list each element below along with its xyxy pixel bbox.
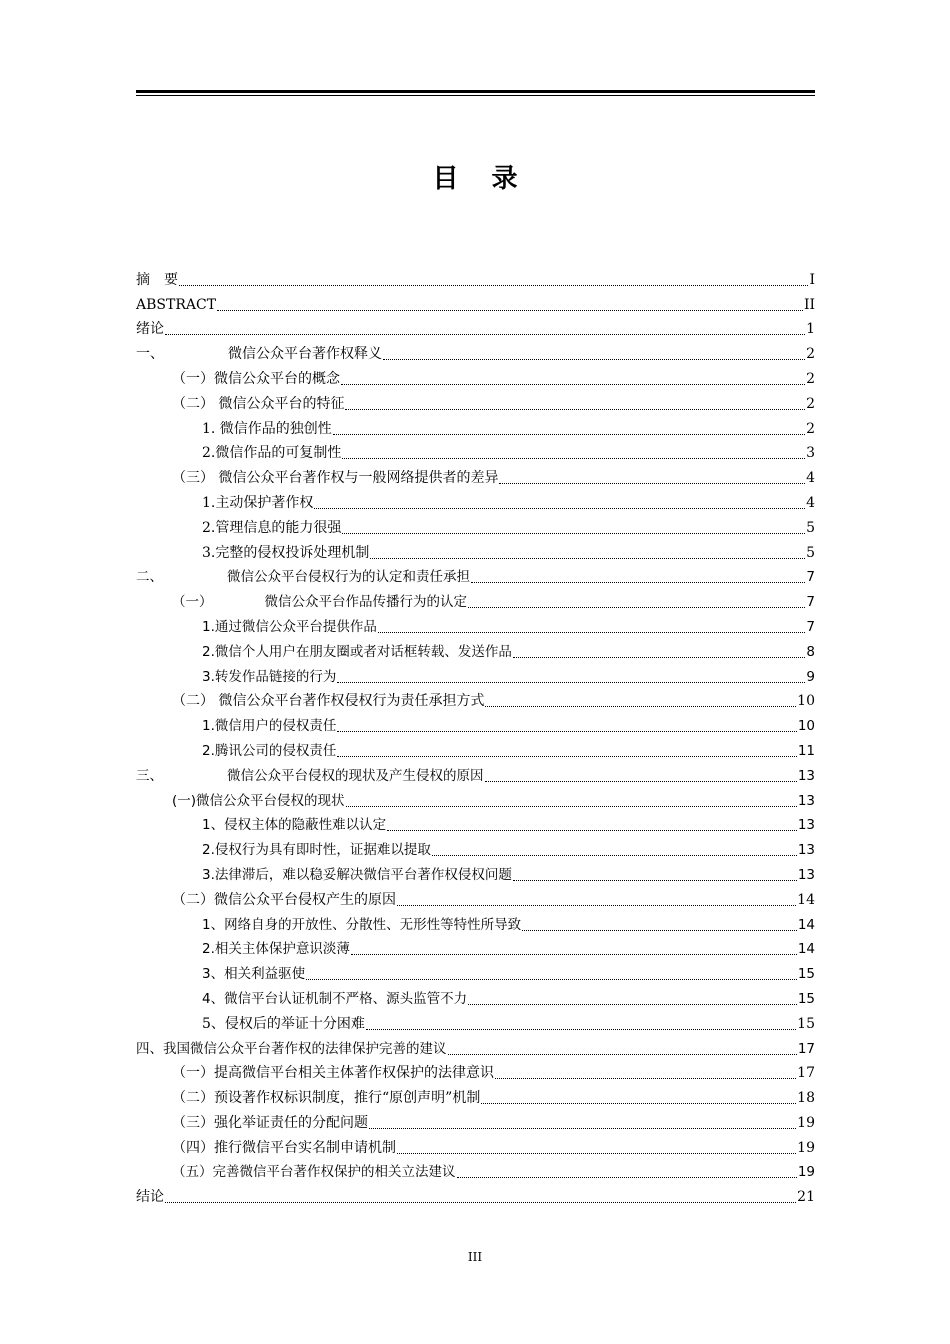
toc-leader-dots	[165, 1201, 796, 1203]
toc-entry-page: 2	[806, 395, 815, 412]
toc-entry[interactable]	[136, 1181, 815, 1206]
toc-entry-number: 3.	[202, 668, 215, 685]
toc-entry-title	[136, 568, 470, 586]
toc-entry-label: 法律滞后，难以稳妥解决微信平台著作权侵权问题	[214, 866, 512, 883]
toc-entry[interactable]	[136, 1107, 815, 1132]
toc-entry[interactable]	[136, 735, 815, 760]
toc-entry[interactable]	[136, 1058, 815, 1083]
toc-entry-number: （二）	[172, 693, 214, 710]
toc-entry-title	[202, 519, 341, 537]
toc-entry-number: （五）	[172, 1164, 213, 1181]
toc-leader-dots	[341, 383, 805, 385]
toc-leader-dots	[397, 904, 796, 906]
toc-leader-dots	[337, 681, 805, 683]
toc-entry-page: 17	[797, 1065, 815, 1082]
toc-leader-dots	[457, 1176, 797, 1178]
toc-entry[interactable]	[136, 363, 815, 388]
toc-leader-dots	[370, 557, 805, 559]
toc-entry-page: I	[809, 271, 815, 288]
toc-entry-number: 1.	[202, 718, 215, 735]
toc-leader-dots	[485, 780, 797, 782]
toc-entry-number: （二）	[172, 1090, 214, 1107]
toc-entry-title	[136, 271, 178, 289]
toc-entry-title	[136, 1040, 447, 1058]
toc-entry-title	[202, 544, 369, 562]
toc-entry-label: 微信平台认证机制不严格、源头监管不力	[224, 990, 468, 1007]
toc-leader-dots	[468, 1003, 797, 1005]
toc-entry-title	[202, 990, 467, 1008]
toc-entry-label: 相关利益驱使	[224, 966, 306, 983]
toc-entry[interactable]	[136, 1008, 815, 1033]
toc-entry-page: 1	[806, 321, 815, 338]
toc-entry[interactable]	[136, 810, 815, 835]
toc-entry-page: 13	[797, 842, 815, 859]
toc-entry-page: 10	[797, 693, 815, 710]
toc-entry[interactable]	[136, 537, 815, 562]
toc-entry-page: 11	[797, 742, 815, 759]
toc-entry-label: 转发作品链接的行为	[214, 668, 337, 685]
toc-entry-title	[172, 1163, 456, 1181]
toc-entry-label: 微信作品的独创性	[215, 420, 332, 437]
toc-entry-number: 2.	[202, 519, 216, 536]
toc-entry-label: 微信公众平台侵权的现状	[196, 792, 345, 809]
toc-entry-title	[172, 1064, 494, 1082]
toc-entry[interactable]	[136, 388, 815, 413]
toc-entry-number: （三）	[172, 1114, 214, 1131]
toc-entry[interactable]	[136, 562, 815, 587]
toc-entry[interactable]	[136, 1132, 815, 1157]
toc-entry-title	[172, 1114, 368, 1132]
toc-entry-label: 预设著作权标识制度，推行“原创声明”机制	[214, 1090, 481, 1107]
toc-entry-page: 13	[797, 817, 815, 834]
toc-entry-title	[202, 1015, 365, 1033]
toc-entry[interactable]	[136, 462, 815, 487]
toc-entry-title	[172, 469, 498, 487]
toc-entry-label: 提高微信平台相关主体著作权保护的法律意识	[214, 1065, 494, 1082]
toc-entry-number: 1.	[202, 420, 216, 437]
toc-entry-page: 13	[797, 866, 815, 883]
toc-entry-label: 微信作品的可复制性	[215, 445, 342, 462]
toc-entry-page: 2	[806, 420, 815, 437]
toc-entry-number: 1、	[202, 817, 225, 834]
toc-entry[interactable]	[136, 512, 815, 537]
toc-leader-dots	[333, 433, 805, 435]
toc-entry[interactable]	[136, 338, 815, 363]
toc-entry-label: 微信用户的侵权责任	[214, 718, 337, 735]
toc-entry-title	[202, 668, 336, 686]
toc-entry-page: 7	[806, 594, 815, 611]
toc-entry[interactable]	[136, 1157, 815, 1182]
toc-entry-number: 2.	[202, 742, 215, 759]
toc-leader-dots	[513, 879, 797, 881]
toc-entry-title	[136, 296, 216, 314]
toc-entry-page: 2	[806, 370, 815, 387]
toc-entry-number: 2.	[202, 643, 215, 660]
toc-entry-number: 二、	[136, 569, 163, 586]
toc-entry-title	[172, 692, 484, 710]
toc-entry[interactable]	[136, 834, 815, 859]
toc-entry-page: 15	[797, 966, 815, 983]
toc-leader-dots	[513, 656, 806, 658]
toc-entry-title	[172, 370, 340, 388]
toc-entry-label: 网络自身的开放性、分散性、无形性等特性所导致	[224, 916, 522, 933]
toc-entry-label: 摘 要	[136, 271, 178, 288]
toc-entry[interactable]	[136, 264, 815, 289]
toc-entry-number: 2.	[202, 941, 215, 958]
toc-entry-page: 14	[797, 941, 815, 958]
toc-leader-dots	[522, 929, 797, 931]
toc-entry-title	[172, 792, 345, 810]
toc-entry-number: （一）	[172, 594, 213, 611]
toc-entry-page: 3	[806, 445, 815, 462]
toc-leader-dots	[314, 507, 805, 509]
toc-entry-page: 7	[806, 569, 815, 586]
toc-entry-title	[136, 767, 484, 785]
toc-entry[interactable]	[136, 487, 815, 512]
toc-entry-number: 一、	[136, 346, 164, 363]
toc-entry-number: (一)	[172, 792, 197, 809]
toc-entry-number: （三）	[172, 470, 214, 487]
toc-leader-dots	[485, 705, 796, 707]
toc-entry-page: II	[803, 296, 815, 313]
table-of-contents	[136, 264, 815, 1206]
toc-leader-dots	[397, 1152, 796, 1154]
toc-entry-number: （一）	[172, 370, 214, 387]
toc-entry-title	[172, 1089, 480, 1107]
toc-entry-page: 19	[797, 1114, 815, 1131]
toc-entry-label: 主动保护著作权	[215, 494, 314, 511]
toc-leader-dots	[378, 631, 806, 633]
toc-entry-page: 2	[806, 346, 815, 363]
toc-entry-label: 相关主体保护意识淡薄	[214, 941, 350, 958]
toc-leader-dots	[345, 408, 805, 410]
toc-leader-dots	[499, 482, 805, 484]
toc-entry-title	[172, 1139, 396, 1157]
toc-entry-number: 1、	[202, 916, 225, 933]
toc-entry-title	[172, 395, 344, 413]
toc-entry-number: 4、	[202, 990, 225, 1007]
toc-entry-page: 13	[797, 767, 815, 784]
toc-entry[interactable]	[136, 859, 815, 884]
toc-leader-dots	[383, 358, 805, 360]
toc-entry-label: 管理信息的能力很强	[215, 519, 342, 536]
toc-leader-dots	[432, 854, 797, 856]
toc-entry-page: 18	[797, 1090, 815, 1107]
toc-entry-page: 19	[797, 1139, 815, 1156]
toc-entry-page: 13	[797, 792, 815, 809]
toc-entry-page: 17	[797, 1040, 815, 1057]
toc-leader-dots	[495, 1077, 796, 1079]
toc-leader-dots	[337, 730, 796, 732]
toc-leader-dots	[342, 457, 805, 459]
toc-entry-label: 微信公众平台著作权与一般网络提供者的差异	[214, 470, 499, 487]
toc-entry-title	[202, 816, 386, 834]
header-rule-thin	[136, 95, 815, 96]
toc-entry-title	[172, 593, 467, 611]
toc-entry-title	[202, 965, 305, 983]
toc-entry[interactable]	[136, 413, 815, 438]
toc-leader-dots	[165, 333, 805, 335]
toc-entry-label: 侵权行为具有即时性，证据难以提取	[214, 842, 431, 859]
toc-entry-number: （一）	[172, 1065, 214, 1082]
toc-leader-dots	[387, 829, 797, 831]
page-number: III	[467, 1250, 483, 1264]
toc-entry-title	[202, 643, 512, 661]
toc-entry-page: 15	[797, 990, 815, 1007]
header-rule-thick	[136, 90, 815, 93]
toc-entry-title	[202, 916, 521, 934]
toc-entry-page: 14	[797, 891, 815, 908]
toc-entry[interactable]	[136, 636, 815, 661]
toc-entry-title	[202, 444, 341, 462]
toc-entry-page: 8	[806, 643, 815, 660]
toc-entry-title	[202, 494, 313, 512]
toc-entry-number: 1.	[202, 494, 216, 511]
toc-entry-number: （二）	[172, 891, 214, 908]
toc-entry-title	[202, 866, 512, 884]
toc-entry[interactable]	[136, 611, 815, 636]
toc-entry-label: 通过微信公众平台提供作品	[214, 618, 377, 635]
toc-entry-label: 我国微信公众平台著作权的法律保护完善的建议	[163, 1040, 447, 1057]
toc-entry-label: 微信公众平台侵权行为的认定和责任承担	[227, 569, 470, 586]
toc-entry-page: 15	[797, 1015, 815, 1032]
toc-leader-dots	[337, 755, 796, 757]
toc-entry[interactable]	[136, 760, 815, 785]
toc-entry[interactable]	[136, 438, 815, 463]
toc-entry-number: 3、	[202, 966, 225, 983]
toc-entry-number: 3.	[202, 544, 216, 561]
toc-entry[interactable]	[136, 586, 815, 611]
toc-entry-title	[202, 742, 336, 760]
toc-leader-dots	[369, 1127, 796, 1129]
toc-entry-title	[202, 940, 350, 958]
toc-entry[interactable]	[136, 686, 815, 711]
toc-leader-dots	[179, 284, 808, 286]
toc-entry[interactable]	[136, 1082, 815, 1107]
toc-entry-number: （二）	[172, 395, 214, 412]
toc-entry-label: 腾讯公司的侵权责任	[214, 742, 337, 759]
toc-leader-dots	[468, 606, 805, 608]
toc-entry-label: 完整的侵权投诉处理机制	[215, 544, 370, 561]
toc-entry[interactable]	[136, 289, 815, 314]
toc-entry-label: 微信公众平台著作权侵权行为责任承担方式	[214, 693, 485, 710]
toc-entry-number: 三、	[136, 767, 163, 784]
page-title: 目 录	[432, 164, 530, 194]
toc-entry-label: 侵权主体的隐蔽性难以认定	[224, 817, 387, 834]
toc-entry-label: 微信公众平台著作权释义	[228, 346, 382, 363]
toc-entry-number: 5、	[202, 1015, 225, 1032]
toc-entry[interactable]	[136, 983, 815, 1008]
toc-entry-label: 微信公众平台的概念	[214, 370, 340, 387]
toc-entry-title	[202, 618, 377, 636]
toc-entry-number: 1.	[202, 618, 215, 635]
toc-entry-label: 结论	[136, 1189, 164, 1206]
toc-entry-label: 微信公众平台的特征	[214, 395, 345, 412]
toc-entry-page: 21	[797, 1189, 815, 1206]
toc-entry-number: 2.	[202, 842, 215, 859]
toc-entry-title	[202, 841, 431, 859]
toc-entry-title	[172, 891, 396, 909]
toc-entry[interactable]	[136, 314, 815, 339]
toc-entry[interactable]	[136, 934, 815, 959]
toc-entry-title	[136, 320, 164, 338]
toc-entry[interactable]	[136, 710, 815, 735]
toc-entry[interactable]	[136, 785, 815, 810]
toc-entry-label: 绪论	[136, 321, 164, 338]
toc-entry-label: 完善微信平台著作权保护的相关立法建议	[212, 1164, 456, 1181]
toc-leader-dots	[346, 805, 797, 807]
toc-leader-dots	[471, 581, 805, 583]
toc-entry-title	[136, 345, 382, 363]
toc-leader-dots	[351, 953, 797, 955]
toc-entry-title	[202, 420, 332, 438]
toc-entry-page: 4	[806, 494, 815, 511]
toc-entry-label: 推行微信平台实名制申请机制	[214, 1139, 396, 1156]
toc-entry-page: 19	[797, 1164, 815, 1181]
toc-entry[interactable]	[136, 958, 815, 983]
toc-entry-page: 14	[797, 916, 815, 933]
toc-leader-dots	[217, 309, 803, 311]
toc-entry-label: 微信公众平台侵权的现状及产生侵权的原因	[227, 767, 484, 784]
toc-entry-page: 4	[806, 470, 815, 487]
toc-entry-page: 5	[806, 519, 815, 536]
toc-entry-page: 5	[806, 544, 815, 561]
toc-leader-dots	[481, 1102, 796, 1104]
toc-entry-page: 7	[806, 618, 815, 635]
toc-entry[interactable]	[136, 909, 815, 934]
toc-entry-number: 四、	[136, 1040, 163, 1057]
toc-entry[interactable]	[136, 884, 815, 909]
toc-entry-label: 强化举证责任的分配问题	[214, 1114, 368, 1131]
toc-entry-title	[136, 1188, 164, 1206]
toc-entry-label: ABSTRACT	[136, 296, 217, 313]
toc-entry[interactable]	[136, 1033, 815, 1058]
toc-entry-label: 微信公众平台作品传播行为的认定	[264, 594, 467, 611]
toc-entry-number: （四）	[172, 1139, 214, 1156]
toc-entry-number: 2.	[202, 445, 216, 462]
toc-leader-dots	[448, 1053, 797, 1055]
toc-leader-dots	[342, 532, 805, 534]
toc-entry-label: 微信个人用户在朋友圈或者对话框转载、发送作品	[214, 643, 512, 660]
toc-entry[interactable]	[136, 661, 815, 686]
toc-entry-label: 侵权后的举证十分困难	[224, 1015, 365, 1032]
toc-entry-title	[202, 717, 336, 735]
toc-entry-page: 10	[797, 718, 815, 735]
toc-entry-label: 微信公众平台侵权产生的原因	[214, 891, 396, 908]
toc-leader-dots	[366, 1028, 796, 1030]
toc-entry-number: 3.	[202, 866, 215, 883]
toc-leader-dots	[306, 978, 797, 980]
toc-entry-page: 9	[806, 668, 815, 685]
